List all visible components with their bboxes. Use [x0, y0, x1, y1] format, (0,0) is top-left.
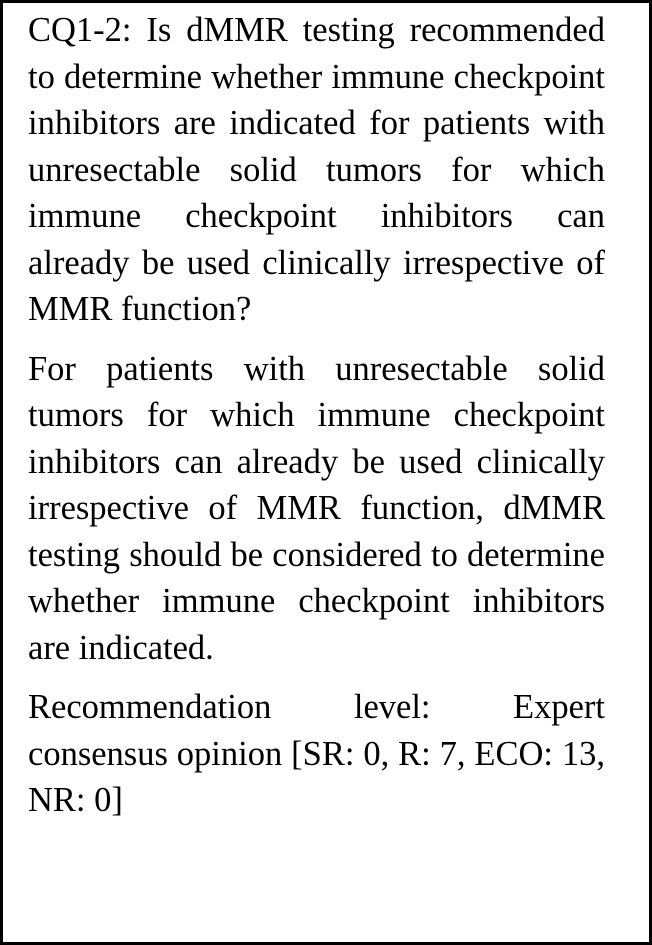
- recommendation-text: For patients with unresectable solid tumors for which immune checkpoint inhibitors can already be used clinically irrespective of MMR function, dMMR testing should be considered to determine whether immune checkpoint inhibitors are indicated.: [28, 349, 605, 667]
- clinical-question-text: CQ1-2: Is dMMR testing recommended to determine whether immune checkpoint inhibitors are indicated for patients with unresectable solid tumors for which immune checkpoint inhibitors can already be used clinically irrespective of MMR function?: [28, 11, 605, 328]
- recommendation-level-text: Recommendation level: Expert consensus opinion [SR: 0, R: 7, ECO: 13, NR: 0]: [28, 688, 605, 819]
